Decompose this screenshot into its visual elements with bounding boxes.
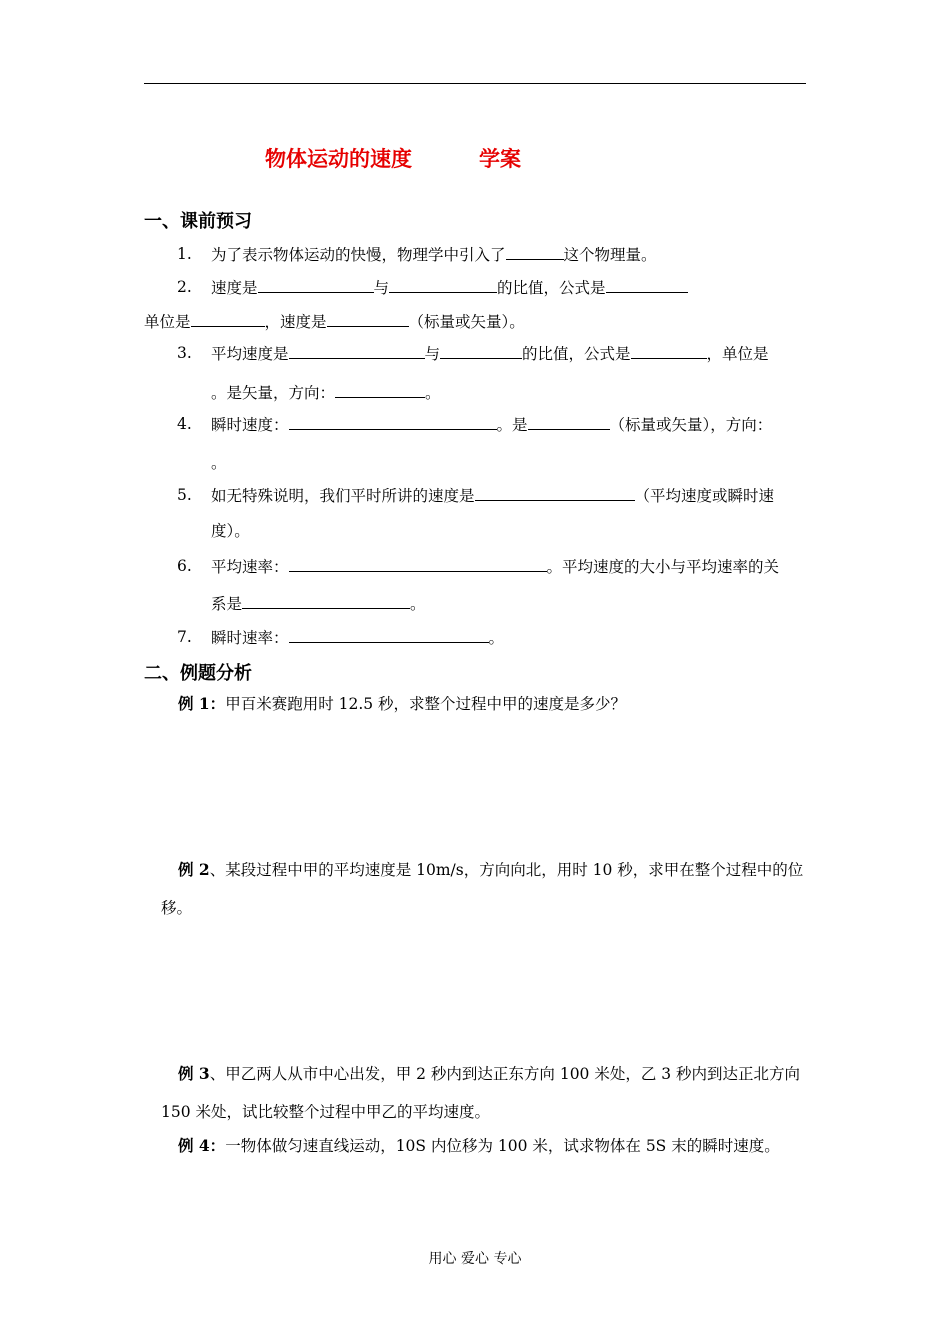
page-title — [0, 143, 950, 175]
blank[interactable] — [606, 276, 688, 293]
blank[interactable] — [289, 342, 425, 359]
item-number: 2. — [177, 278, 192, 296]
example-3-cont: 150 米处，试比较整个过程中甲乙的平均速度。 — [161, 1103, 491, 1121]
page-footer: 用心 爱心 专心 — [428, 1251, 522, 1267]
item-number: 5. — [177, 486, 192, 504]
example-4: 例 4：一物体做匀速直线运动，10S 内位移为 100 米，试求物体在 5S 末的瞬时速度。 — [178, 1136, 780, 1155]
blank[interactable] — [631, 342, 707, 359]
question-5-cont: 度）。 — [211, 522, 250, 540]
question-6-cont: 系是 。 — [211, 592, 426, 615]
example-label: 例 3 — [178, 1064, 210, 1083]
blank[interactable] — [242, 592, 410, 609]
example-2: 例 2、某段过程中甲的平均速度是 10m/s，方向向北，用时 10 秒，求甲在整个过程中的位 — [178, 860, 804, 879]
item-number: 7. — [177, 628, 192, 646]
question-7: 瞬时速率： 。 — [211, 626, 504, 649]
section-heading-preview: 一、课前预习 — [144, 211, 252, 232]
header-rule — [144, 83, 806, 84]
example-label: 例 2 — [178, 860, 210, 879]
blank[interactable] — [258, 276, 374, 293]
title-suffix: 学案 — [479, 147, 521, 171]
example-label: 例 1： — [178, 694, 226, 713]
blank[interactable] — [440, 342, 522, 359]
example-2-cont: 移。 — [161, 899, 193, 917]
question-2: 速度是 与 的比值，公式是 — [211, 276, 688, 299]
question-4: 瞬时速度： 。是 （标量或矢量），方向： — [211, 413, 772, 436]
item-number: 6. — [177, 557, 192, 575]
blank[interactable] — [506, 243, 564, 260]
title-main: 物体运动的速度 — [265, 147, 412, 171]
example-1: 例 1：甲百米赛跑用时 12.5 秒，求整个过程中甲的速度是多少？ — [178, 694, 627, 713]
item-number: 1. — [177, 245, 192, 263]
question-2-cont: 单位是 ，速度是 （标量或矢量）。 — [144, 310, 525, 333]
example-label: 例 4： — [178, 1136, 226, 1155]
question-3: 平均速度是 与 的比值，公式是 ，单位是 — [211, 342, 769, 365]
question-3-cont: 。是矢量，方向： 。 — [211, 381, 441, 404]
blank[interactable] — [289, 555, 547, 572]
question-1: 为了表示物体运动的快慢，物理学中引入了 这个物理量。 — [211, 243, 657, 266]
question-6: 平均速率： 。平均速度的大小与平均速率的关 — [211, 555, 779, 578]
item-number: 4. — [177, 415, 192, 433]
blank[interactable] — [389, 276, 497, 293]
blank[interactable] — [475, 484, 635, 501]
item-number: 3. — [177, 344, 192, 362]
blank[interactable] — [528, 413, 610, 430]
section-heading-examples: 二、例题分析 — [144, 663, 252, 684]
blank[interactable] — [191, 310, 265, 327]
blank[interactable] — [289, 626, 489, 643]
blank[interactable] — [335, 381, 425, 398]
example-3: 例 3、甲乙两人从市中心出发，甲 2 秒内到达正东方向 100 米处，乙 3 秒内到达正北方向 — [178, 1064, 801, 1083]
question-4-cont: 。 — [211, 454, 227, 472]
blank[interactable] — [327, 310, 409, 327]
blank[interactable] — [289, 413, 497, 430]
question-5: 如无特殊说明，我们平时所讲的速度是 （平均速度或瞬时速 — [211, 484, 774, 507]
